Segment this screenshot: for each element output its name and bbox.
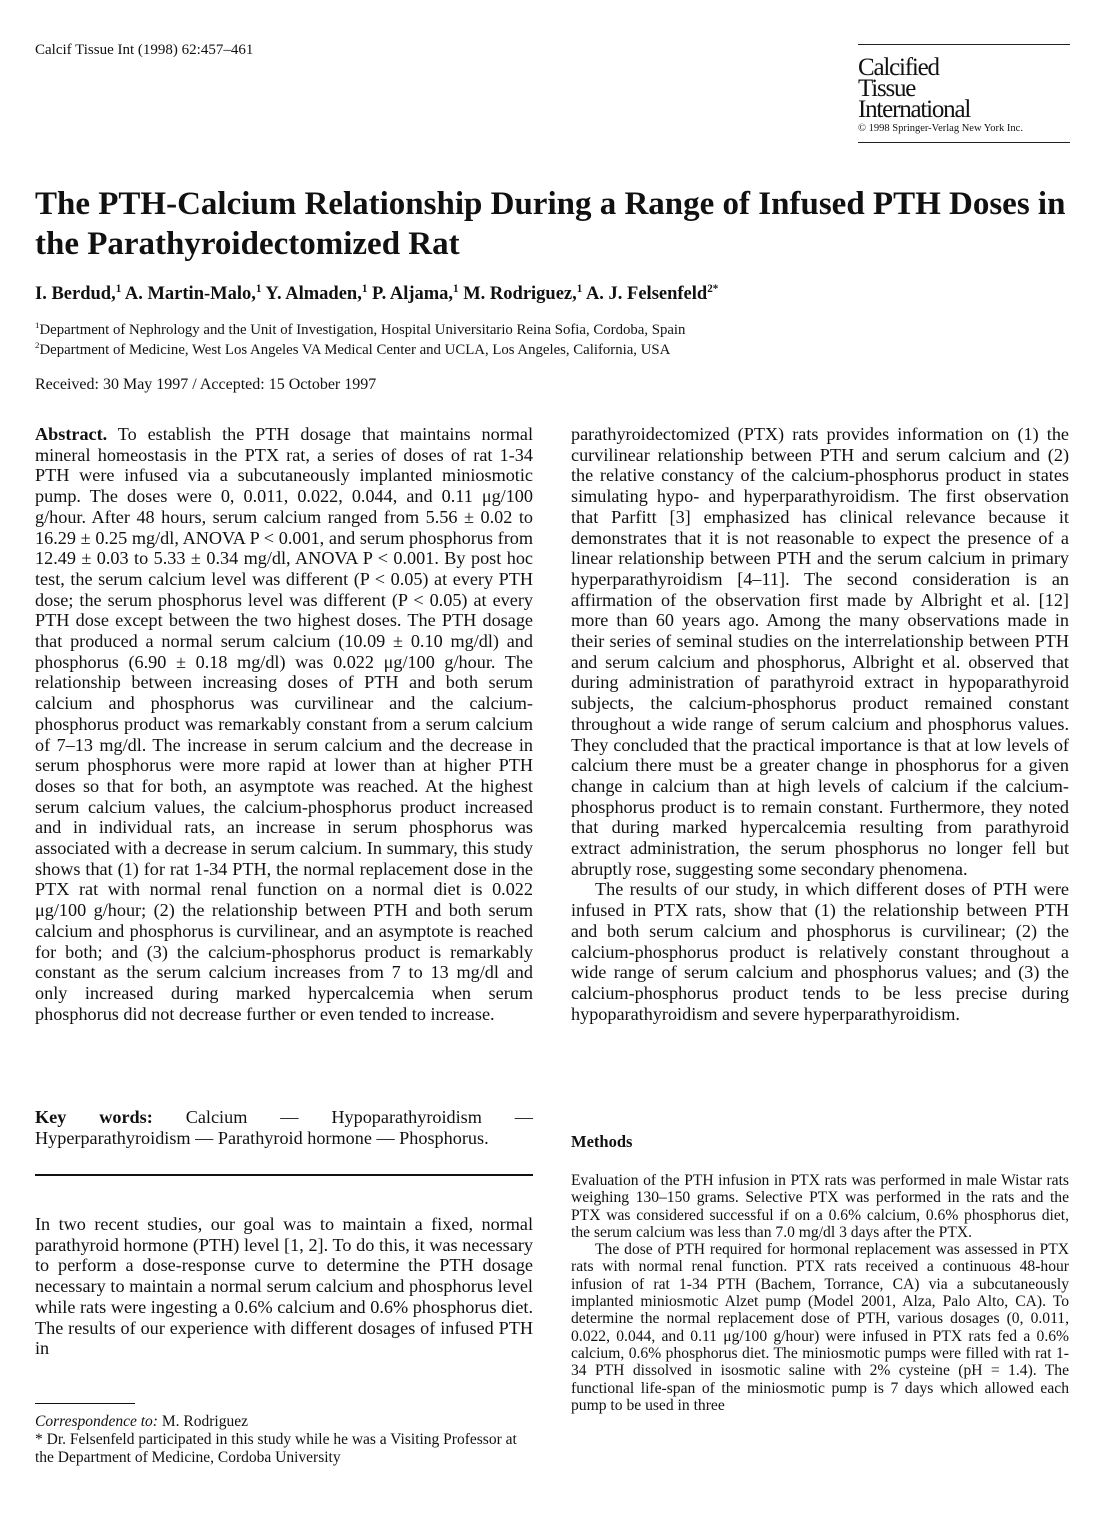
keywords-label: Key words: (35, 1107, 153, 1127)
affiliation-text: Department of Medicine, West Los Angeles VA Medical Center and UCLA, Los Angeles, California, USA (39, 342, 671, 358)
body-paragraph: The results of our study, in which different doses of PTH were infused in PTX rats, show that (1) the relationship between PTH and both serum calcium and phosphorus is curvilinear; (2) the calcium-phosphorus product is relatively constant throughout a wide range of serum calcium and phosphorus values; and (3) the calcium-phosphorus product tends to be less precise during hypoparathyroidism and severe hyperparathyroidism. (571, 879, 1069, 1024)
author-affil-mark: 1 (576, 282, 583, 295)
body-paragraph: parathyroidectomized (PTX) rats provides information on (1) the curvilinear relationship between PTH and serum calcium and (2) the relative constancy of the calcium-phosphorus product in states simulating hypo- and hyperparathyroidism. The first observation that Parfitt [3] emphasized has clinical relevance because it demonstrates that it is not reasonable to expect the presence of a linear relationship between PTH and the serum calcium in primary hyperparathyroidism [4–11]. The second consideration is an affirmation of the observation first made by Albright et al. [12] more than 60 years ago. Among the many observations made in their series of seminal studies on the interrelationship between PTH and serum calcium and phosphorus, Albright et al. observed that during administration of parathyroid extract in hypoparathyroid subjects, the calcium-phosphorus product remained constant throughout a wide range of serum calcium and phosphorus values. They concluded that the practical importance is that at low levels of calcium there must be a greater change in phosphorus for a given change in calcium than at high levels of calcium if the calcium-phosphorus product is to remain constant. Furthermore, they noted that during marked hypercalcemia resulting from parathyroid extract administration, the serum phosphorus no longer fell but abruptly rose, suggesting some secondary phenomena. (571, 424, 1069, 879)
correspondence-label: Correspondence to: (35, 1413, 158, 1430)
author: P. Aljama, (372, 284, 454, 304)
section-divider (35, 1174, 533, 1176)
intro-continued (571, 424, 1069, 1024)
author: A. Martin-Malo, (124, 284, 256, 304)
logo-line-3: International (858, 96, 971, 123)
abstract (35, 424, 533, 1024)
author-affil-mark: 1 (115, 282, 122, 295)
abstract-text: To establish the PTH dosage that maintains normal mineral homeostasis in the PTX rat, a series of doses of rat 1-34 PTH were infused via a subcutaneously implanted miniosmotic pump. The doses were 0, 0.011, 0.022, 0.044, and 0.11 μg/100 g/hour. After 48 hours, serum calcium ranged from 5.56 ± 0.02 to 16.29 ± 0.25 mg/dl, ANOVA P < 0.001, and serum phosphorus from 12.49 ± 0.03 to 5.33 ± 0.34 mg/dl, ANOVA P < 0.001. By post hoc test, the serum calcium level was different (P < 0.05) at every PTH dose; the serum phosphorus level was different (P < 0.05) at every PTH dose except between the two highest doses. The PTH dosage that produced a normal serum calcium (10.09 ± 0.10 mg/dl) and phosphorus (6.90 ± 0.18 mg/dl) was 0.022 μg/100 g/hour. The relationship between increasing doses of PTH and both serum calcium and phosphorus was curvilinear and the calcium-phosphorus product was remarkably constant from a serum calcium of 7–13 mg/dl. The increase in serum calcium and the decrease in serum phosphorus were more rapid at lower than at higher PTH doses so that for both, an asymptote was reached. At the highest serum calcium values, the calcium-phosphorus product increased and in individual rats, an increase in serum phosphorus was associated with a decrease in serum calcium. In summary, this study shows that (1) for rat 1-34 PTH, the normal replacement dose in the PTX rat with normal renal function on a normal diet is 0.022 μg/100 g/hour; (2) the relationship between PTH and both serum calcium and phosphorus is curvilinear, and an asymptote is reached for both; and (3) the calcium-phosphorus product is remarkably constant as the serum calcium increases from 7 to 13 mg/dl and only increased during marked hypercalcemia when serum phosphorus did not decrease further or even tended to increase. (35, 424, 534, 1024)
affiliation-text: Department of Nephrology and the Unit of Investigation, Hospital Universitario Reina Sofia, Cordoba, Spain (39, 322, 686, 338)
methods-section (571, 1172, 1069, 1414)
copyright-notice: © 1998 Springer-Verlag New York Inc. (858, 123, 1023, 134)
affil-mark: 1 (35, 320, 40, 331)
author: M. Rodriguez, (463, 284, 577, 304)
journal-logo (858, 44, 1070, 143)
abstract-label: Abstract. (35, 424, 108, 444)
footnote-divider (35, 1403, 135, 1404)
received-date: Received: 30 May 1997 / Accepted: 15 October 1997 (35, 376, 377, 393)
author: A. J. Felsenfeld (585, 284, 708, 304)
correspondence-name: M. Rodriguez (161, 1413, 248, 1430)
footnote-note: * Dr. Felsenfeld participated in this study while he was a Visiting Professor at the Department of Medicine, Cordoba University (35, 1431, 517, 1466)
article-title: The PTH-Calcium Relationship During a Range of Infused PTH Doses in the Parathyroidectomized Rat (35, 186, 1066, 262)
methods-paragraph: The dose of PTH required for hormonal replacement was assessed in PTX rats with normal renal function. PTX rats received a continuous 48-hour infusion of rat 1-34 PTH (Bachem, Torrance, CA) via a subcutaneously implanted miniosmotic Alzet pump (Model 2001, Alza, Palo Alto, CA). To determine the normal replacement dose of PTH, various dosages (0, 0.011, 0.022, 0.044, and 0.11 μg/100 g/hour) were infused in PTX rats fed a 0.6% calcium, 0.6% phosphorus diet. The miniosmotic pumps were filled with rat 1-34 PTH dissolved in isosmotic saline with 2% cysteine (pH = 1.4). The functional life-span of the miniosmotic pump is 7 days which allowed each pump to be used in three (571, 1241, 1069, 1414)
author-affil-mark: 1 (453, 282, 459, 295)
affiliation (35, 320, 685, 340)
keywords-text: Calcium — Hypoparathyroidism — Hyperparathyroidism — Parathyroid hormone — Phosphorus. (35, 1107, 533, 1148)
author-affil-mark: 1 (255, 282, 262, 295)
logo-line-2: Tissue (858, 75, 916, 102)
author-list (35, 284, 718, 305)
affiliation (35, 340, 685, 360)
methods-paragraph: Evaluation of the PTH infusion in PTX rats was performed in male Wistar rats weighing 130–150 grams. Selective PTX was performed in the rats and the PTX was considered successful if on a 0.6% calcium, 0.6% phosphorus diet, the serum calcium was less than 7.0 mg/dl 3 days after the PTX. (571, 1172, 1069, 1241)
affiliations (35, 320, 685, 360)
logo-line-1: Calcified (858, 54, 939, 81)
footnotes (35, 1413, 533, 1467)
journal-citation: Calcif Tissue Int (1998) 62:457–461 (35, 42, 254, 58)
intro-paragraph: In two recent studies, our goal was to maintain a fixed, normal parathyroid hormone (PTH) level [1, 2]. To do this, it was necessary to perform a dose-response curve to determine the PTH dosage necessary to maintain a normal serum calcium and phosphorus level while rats were ingesting a 0.6% calcium and 0.6% phosphorus diet. The results of our experience with different dosages of infused PTH in (35, 1214, 533, 1359)
affil-mark: 2 (35, 340, 40, 351)
methods-heading: Methods (571, 1132, 633, 1151)
author: I. Berdud, (35, 284, 116, 304)
author-affil-mark: 2* (707, 282, 719, 295)
keywords (35, 1107, 533, 1148)
author-affil-mark: 1 (361, 282, 368, 295)
introduction (35, 1214, 533, 1359)
author: Y. Almaden, (265, 284, 362, 304)
